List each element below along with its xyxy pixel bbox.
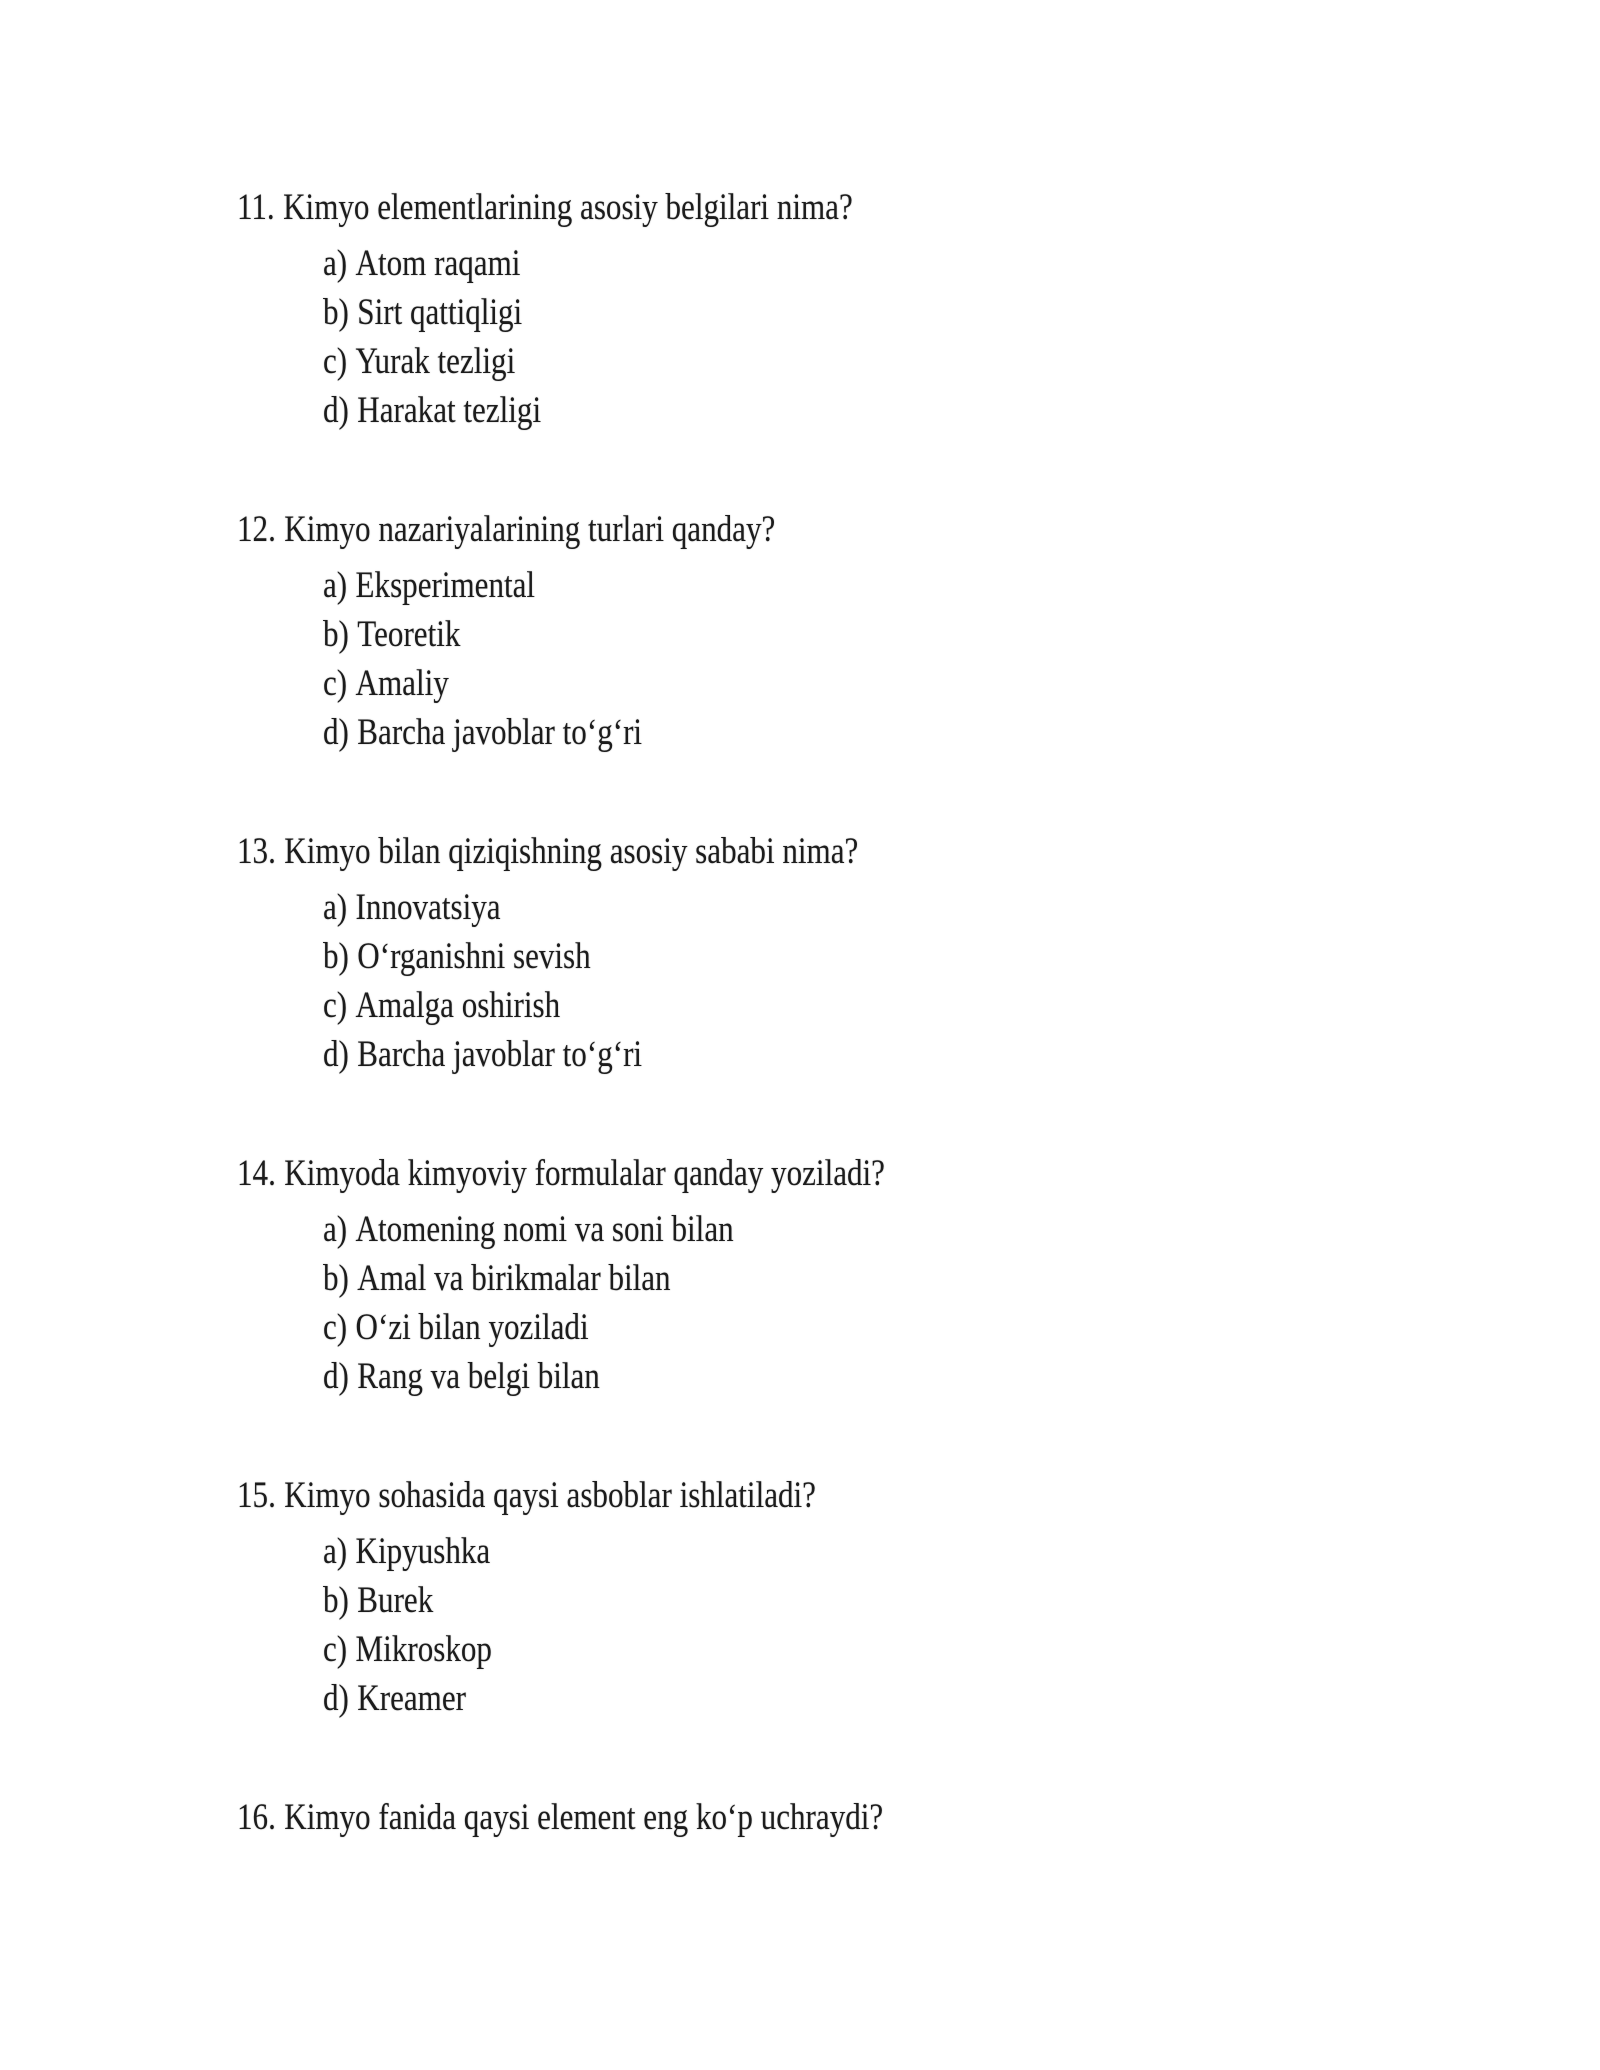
question-text: Kimyo elementlarining asosiy belgilari nima? — [283, 187, 853, 228]
option-text: Innovatsiya — [355, 887, 501, 928]
option-letter: a) — [323, 1209, 348, 1250]
options-list — [323, 561, 1540, 757]
options-list — [323, 239, 1540, 435]
question-title — [237, 505, 1540, 554]
question-number: 13. — [237, 831, 276, 872]
option-text: Atomening nomi va soni bilan — [355, 1209, 734, 1250]
question-title — [237, 827, 1540, 876]
option-a — [323, 1205, 1540, 1254]
option-text: Atom raqami — [355, 243, 521, 284]
question-title — [237, 1149, 1540, 1198]
question-title — [237, 1471, 1540, 1520]
option-c — [323, 659, 1540, 708]
option-b — [323, 1576, 1540, 1625]
question-text: Kimyo sohasida qaysi asboblar ishlatiladi? — [284, 1475, 816, 1516]
option-letter: c) — [323, 663, 348, 704]
question-text: Kimyo nazariyalarining turlari qanday? — [284, 509, 776, 550]
option-b — [323, 288, 1540, 337]
option-d — [323, 1352, 1540, 1401]
option-text: O‘rganishni sevish — [357, 936, 591, 977]
option-text: Sirt qattiqligi — [357, 292, 523, 333]
option-text: Mikroskop — [355, 1629, 492, 1670]
question-number: 16. — [237, 1797, 276, 1838]
question-number: 15. — [237, 1475, 276, 1516]
question-title — [237, 1793, 1540, 1842]
option-letter: c) — [323, 985, 348, 1026]
question-title — [237, 183, 1540, 232]
option-letter: b) — [323, 1258, 349, 1299]
options-list — [323, 1527, 1540, 1723]
option-text: Burek — [357, 1580, 434, 1621]
option-text: Barcha javoblar to‘g‘ri — [357, 1034, 643, 1075]
option-letter: c) — [323, 1629, 348, 1670]
option-d — [323, 708, 1540, 757]
option-letter: b) — [323, 292, 349, 333]
option-text: Kipyushka — [355, 1531, 491, 1572]
option-letter: a) — [323, 887, 348, 928]
option-text: Kreamer — [357, 1678, 467, 1719]
option-text: Teoretik — [357, 614, 461, 655]
question-number: 11. — [237, 187, 275, 228]
option-text: Yurak tezligi — [355, 341, 516, 382]
option-c — [323, 1625, 1540, 1674]
question-text: Kimyoda kimyoviy formulalar qanday yoziladi? — [284, 1153, 885, 1194]
option-letter: b) — [323, 614, 349, 655]
options-list — [323, 1205, 1540, 1401]
option-letter: d) — [323, 712, 349, 753]
question-block-16 — [237, 1793, 1540, 1842]
option-b — [323, 610, 1540, 659]
option-d — [323, 386, 1540, 435]
question-block-12 — [237, 505, 1540, 757]
question-block-13 — [237, 827, 1540, 1079]
option-a — [323, 1527, 1540, 1576]
option-c — [323, 1303, 1540, 1352]
option-letter: b) — [323, 1580, 349, 1621]
option-letter: a) — [323, 1531, 348, 1572]
option-c — [323, 981, 1540, 1030]
option-letter: d) — [323, 1678, 349, 1719]
option-letter: b) — [323, 936, 349, 977]
option-text: O‘zi bilan yoziladi — [355, 1307, 589, 1348]
option-letter: c) — [323, 341, 348, 382]
option-a — [323, 561, 1540, 610]
option-letter: d) — [323, 1356, 349, 1397]
option-c — [323, 337, 1540, 386]
option-text: Amalga oshirish — [355, 985, 561, 1026]
option-text: Rang va belgi bilan — [357, 1356, 600, 1397]
options-list — [323, 883, 1540, 1079]
option-letter: c) — [323, 1307, 348, 1348]
option-letter: d) — [323, 390, 349, 431]
option-letter: d) — [323, 1034, 349, 1075]
option-text: Amal va birikmalar bilan — [357, 1258, 671, 1299]
option-text: Harakat tezligi — [357, 390, 542, 431]
option-b — [323, 1254, 1540, 1303]
question-number: 14. — [237, 1153, 276, 1194]
option-letter: a) — [323, 243, 348, 284]
option-text: Eksperimental — [355, 565, 536, 606]
question-text: Kimyo fanida qaysi element eng ko‘p uchraydi? — [284, 1797, 884, 1838]
question-block-11 — [237, 183, 1540, 435]
option-a — [323, 239, 1540, 288]
option-text: Amaliy — [355, 663, 449, 704]
question-block-15 — [237, 1471, 1540, 1723]
option-d — [323, 1674, 1540, 1723]
question-number: 12. — [237, 509, 276, 550]
question-text: Kimyo bilan qiziqishning asosiy sababi nima? — [284, 831, 859, 872]
option-d — [323, 1030, 1540, 1079]
option-b — [323, 932, 1540, 981]
question-block-14 — [237, 1149, 1540, 1401]
option-letter: a) — [323, 565, 348, 606]
option-text: Barcha javoblar to‘g‘ri — [357, 712, 643, 753]
option-a — [323, 883, 1540, 932]
